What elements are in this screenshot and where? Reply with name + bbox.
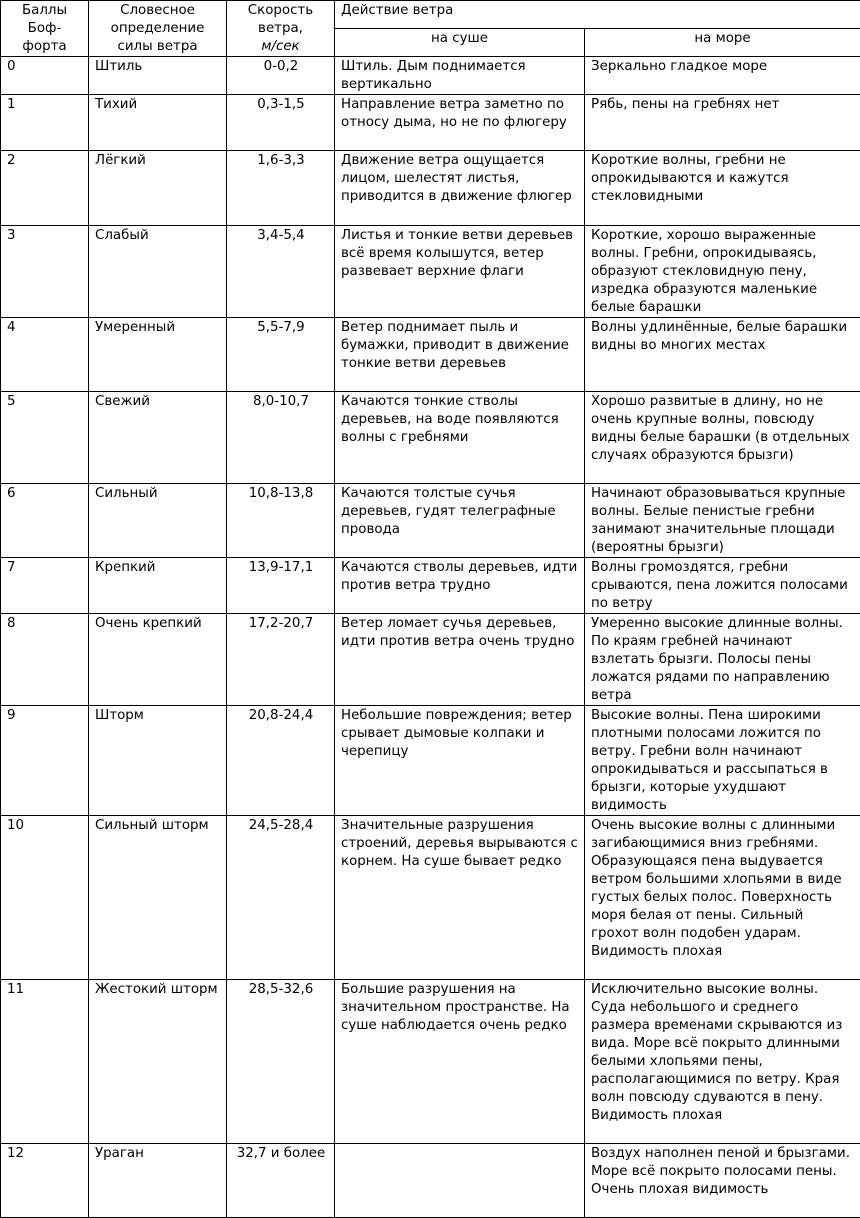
cell-sea: Воздух наполнен пеной и брызгами. Море всё покрыто полосами пены. Очень плохая видимость xyxy=(585,1144,860,1218)
header-speed xyxy=(227,1,335,57)
cell-force: 7 xyxy=(1,558,89,614)
header-land: на суше xyxy=(335,29,585,57)
cell-force: 2 xyxy=(1,151,89,226)
cell-force: 1 xyxy=(1,95,89,151)
cell-speed: 20,8-24,4 xyxy=(227,706,335,816)
cell-sea: Зеркально гладкое море xyxy=(585,57,860,95)
table-row xyxy=(1,226,860,318)
cell-sea: Короткие волны, гребни не опрокидываются и кажутся стекловидными xyxy=(585,151,860,226)
table-row xyxy=(1,1144,860,1218)
cell-land: Ветер поднимает пыль и бумажки, приводит в движение тонкие ветви деревьев xyxy=(335,318,585,392)
header-force: Баллы Боф- форта xyxy=(1,1,89,57)
cell-force: 4 xyxy=(1,318,89,392)
cell-force: 12 xyxy=(1,1144,89,1218)
cell-speed: 0-0,2 xyxy=(227,57,335,95)
cell-speed: 28,5-32,6 xyxy=(227,980,335,1144)
cell-sea: Высокие волны. Пена широкими плотными полосами ложится по ветру. Гребни волн начинают опрокидываться и рассыпаться в брызги, которые ухудшают видимость xyxy=(585,706,860,816)
cell-name: Очень крепкий xyxy=(89,614,227,706)
cell-force: 0 xyxy=(1,57,89,95)
cell-speed: 17,2-20,7 xyxy=(227,614,335,706)
cell-force: 9 xyxy=(1,706,89,816)
cell-land: Качаются стволы деревьев, идти против ветра трудно xyxy=(335,558,585,614)
cell-land: Небольшие повреждения; ветер срывает дымовые колпаки и черепицу xyxy=(335,706,585,816)
cell-name: Свежий xyxy=(89,392,227,484)
cell-force: 5 xyxy=(1,392,89,484)
cell-sea: Очень высокие волны с длинными загибающимися вниз гребнями. Образующаяся пена выдувается ветром большими хлопьями в виде густых белых полос. Поверхность моря белая от пены. Сильный грохот волн подобен ударам. Видимость плохая xyxy=(585,816,860,980)
cell-speed: 13,9-17,1 xyxy=(227,558,335,614)
cell-name: Тихий xyxy=(89,95,227,151)
cell-name: Ураган xyxy=(89,1144,227,1218)
cell-speed: 3,4-5,4 xyxy=(227,226,335,318)
cell-land: Ветер ломает сучья деревьев, идти против ветра очень трудно xyxy=(335,614,585,706)
cell-force: 6 xyxy=(1,484,89,558)
header-row xyxy=(1,1,860,29)
cell-sea: Исключительно высокие волны. Суда небольшого и среднего размера временами скрываются из вида. Море всё покрыто длинными белыми хлопьями пены, располагающимися по ветру. Края волн повсюду сдуваются в пену. Видимость плохая xyxy=(585,980,860,1144)
table-row xyxy=(1,151,860,226)
table-row xyxy=(1,614,860,706)
header-sea: на море xyxy=(585,29,860,57)
cell-land: Движение ветра ощущается лицом, шелестят листья, приводится в движение флюгер xyxy=(335,151,585,226)
cell-name: Штиль xyxy=(89,57,227,95)
cell-land: Листья и тонкие ветви деревьев всё время колышутся, ветер развевает верхние флаги xyxy=(335,226,585,318)
cell-land: Направление ветра заметно по относу дыма, но не по флюгеру xyxy=(335,95,585,151)
cell-name: Сильный xyxy=(89,484,227,558)
table-row xyxy=(1,318,860,392)
cell-sea: Волны удлинённые, белые барашки видны во многих местах xyxy=(585,318,860,392)
cell-name: Жестокий шторм xyxy=(89,980,227,1144)
cell-land: Штиль. Дым поднимается вертикально xyxy=(335,57,585,95)
header-speed-unit: м/сек xyxy=(261,39,299,54)
cell-land xyxy=(335,1144,585,1218)
cell-land: Качаются тонкие стволы деревьев, на воде появляются волны с гребнями xyxy=(335,392,585,484)
cell-name: Крепкий xyxy=(89,558,227,614)
cell-force: 10 xyxy=(1,816,89,980)
cell-land: Большие разрушения на значительном пространстве. На суше наблюдается очень редко xyxy=(335,980,585,1144)
cell-sea: Начинают образовываться крупные волны. Белые пенистые гребни занимают значительные площади (вероятны брызги) xyxy=(585,484,860,558)
cell-speed: 5,5-7,9 xyxy=(227,318,335,392)
cell-sea: Хорошо развитые в длину, но не очень крупные волны, повсюду видны белые барашки (в отдельных случаях образуются брызги) xyxy=(585,392,860,484)
cell-force: 3 xyxy=(1,226,89,318)
header-speed-label: Скорость ветра, xyxy=(248,3,313,36)
cell-name: Шторм xyxy=(89,706,227,816)
cell-sea: Короткие, хорошо выраженные волны. Гребни, опрокидываясь, образуют стекловидную пену, изредка образуются маленькие белые барашки xyxy=(585,226,860,318)
cell-force: 11 xyxy=(1,980,89,1144)
header-effect: Действие ветра xyxy=(335,1,860,29)
table-row xyxy=(1,706,860,816)
cell-name: Слабый xyxy=(89,226,227,318)
header-name: Словесное определение силы ветра xyxy=(89,1,227,57)
table-row xyxy=(1,558,860,614)
table-body xyxy=(1,57,860,1218)
cell-speed: 8,0-10,7 xyxy=(227,392,335,484)
cell-name: Лёгкий xyxy=(89,151,227,226)
cell-sea: Волны громоздятся, гребни срываются, пена ложится полосами по ветру xyxy=(585,558,860,614)
cell-name: Умеренный xyxy=(89,318,227,392)
cell-sea: Рябь, пены на гребнях нет xyxy=(585,95,860,151)
table-row xyxy=(1,980,860,1144)
cell-speed: 32,7 и более xyxy=(227,1144,335,1218)
cell-name: Сильный шторм xyxy=(89,816,227,980)
cell-land: Качаются толстые сучья деревьев, гудят телеграфные провода xyxy=(335,484,585,558)
table-row xyxy=(1,57,860,95)
cell-sea: Умеренно высокие длинные волны. По краям гребней начинают взлетать брызги. Полосы пены ложатся рядами по направлению ветра xyxy=(585,614,860,706)
table-row xyxy=(1,392,860,484)
table-row xyxy=(1,484,860,558)
cell-speed: 10,8-13,8 xyxy=(227,484,335,558)
cell-speed: 0,3-1,5 xyxy=(227,95,335,151)
cell-land: Значительные разрушения строений, деревья вырываются с корнем. На суше бывает редко xyxy=(335,816,585,980)
cell-force: 8 xyxy=(1,614,89,706)
table-row xyxy=(1,816,860,980)
cell-speed: 1,6-3,3 xyxy=(227,151,335,226)
table-row xyxy=(1,95,860,151)
cell-speed: 24,5-28,4 xyxy=(227,816,335,980)
